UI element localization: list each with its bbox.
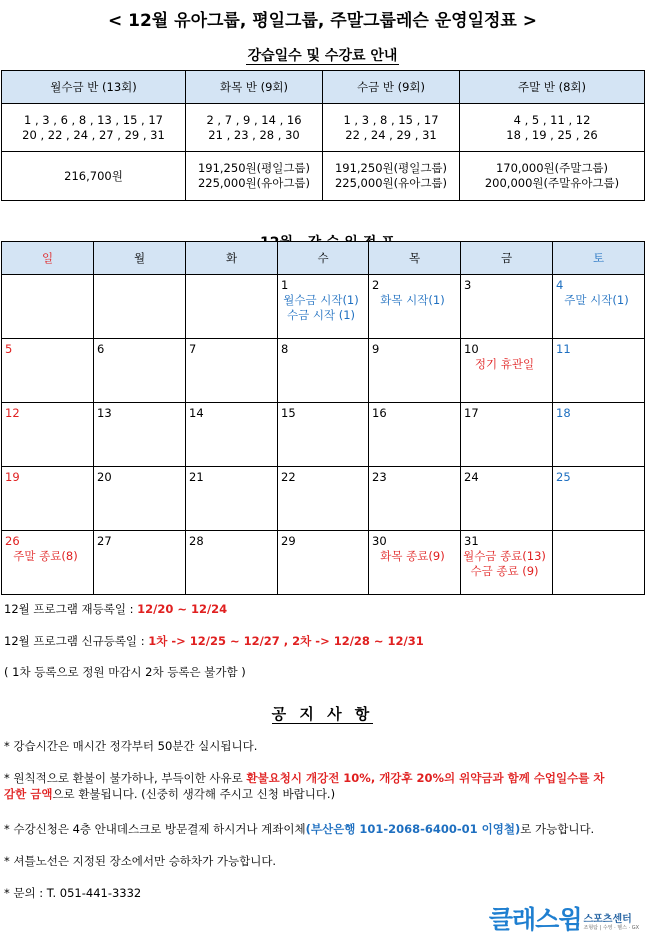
schedule-event: 수금 종료 (9) (470, 564, 539, 578)
fee-price-cell: 170,000원(주말그룹) 200,000원(주말유아그룹) (460, 152, 645, 201)
logo-sub-text: 스포츠센터 (583, 914, 632, 925)
fee-table (1, 70, 645, 201)
weekday-sun: 일 (2, 242, 94, 275)
calendar-day-cell (553, 339, 645, 403)
calendar-day-cell (186, 467, 278, 531)
calendar-day-cell (369, 403, 461, 467)
calendar-day-cell (94, 275, 186, 339)
fee-days-cell: 4 , 5 , 11 , 12 18 , 19 , 25 , 26 (460, 104, 645, 152)
calendar-day-cell (2, 467, 94, 531)
logo-tagline: 조형탐 | 수영 · 헬스 · GX (583, 925, 639, 931)
fee-days-cell: 2 , 7 , 9 , 14 , 16 21 , 23 , 28 , 30 (186, 104, 323, 152)
schedule-event: 수금 시작 (1) (286, 308, 356, 322)
fee-days-cell: 1 , 3 , 8 , 15 , 17 22 , 24 , 29 , 31 (323, 104, 460, 152)
fee-price-cell: 216,700원 (2, 152, 186, 201)
day-number: 21 (189, 470, 204, 484)
calendar-table (1, 241, 645, 595)
day-number: 27 (97, 534, 112, 548)
weekday-tue: 화 (186, 242, 278, 275)
calendar-week-row (2, 467, 645, 531)
calendar-day-cell (186, 339, 278, 403)
notice-heading-text: 공 지 사 항 (271, 705, 374, 723)
calendar-day-cell (278, 467, 369, 531)
day-number: 8 (281, 342, 289, 356)
re-registration-line (4, 601, 227, 617)
calendar-week-row (2, 403, 645, 467)
day-number: 25 (556, 470, 571, 484)
calendar-day-cell (461, 275, 553, 339)
sports-center-logo (489, 906, 639, 934)
day-number: 20 (97, 470, 112, 484)
calendar-day-cell (186, 275, 278, 339)
day-number: 15 (281, 406, 296, 420)
fee-col-header: 월수금 반 (13회) (2, 71, 186, 104)
day-number: 17 (464, 406, 479, 420)
fee-price-cell: 191,250원(평일그룹) 225,000원(유아그룹) (323, 152, 460, 201)
calendar-day-cell (461, 467, 553, 531)
new-registration-line (4, 633, 424, 649)
logo-main-text: 클래스윔 (488, 905, 582, 934)
calendar-day-cell (94, 467, 186, 531)
schedule-event: 월수금 종료(13) (463, 549, 546, 563)
fee-section-heading (0, 45, 645, 65)
calendar-day-cell (461, 403, 553, 467)
calendar-day-cell (369, 531, 461, 595)
day-number: 9 (372, 342, 380, 356)
calendar-day-cell (2, 339, 94, 403)
notice-item-contact: * 문의 : T. 051-441-3332 (4, 886, 142, 900)
day-number: 22 (281, 470, 296, 484)
calendar-week-row (2, 531, 645, 595)
notice-item-class-time: * 강습시간은 매시간 정각부터 50분간 실시됩니다. (4, 739, 258, 753)
fee-price-cell: 191,250원(평일그룹) 225,000원(유아그룹) (186, 152, 323, 201)
calendar-day-cell (278, 339, 369, 403)
day-number: 31 (464, 534, 479, 548)
fee-col-header: 화목 반 (9회) (186, 71, 323, 104)
day-number: 28 (189, 534, 204, 548)
weekday-thu: 목 (369, 242, 461, 275)
calendar-day-cell (278, 275, 369, 339)
registration-note: ( 1차 등록으로 정원 마감시 2차 등록은 불가함 ) (4, 665, 246, 679)
day-number: 11 (556, 342, 571, 356)
calendar-day-cell (461, 339, 553, 403)
day-number: 10 (464, 342, 479, 356)
calendar-day-cell (2, 531, 94, 595)
weekday-wed: 수 (278, 242, 369, 275)
day-number: 4 (556, 278, 564, 292)
day-number: 6 (97, 342, 105, 356)
calendar-day-cell (94, 403, 186, 467)
day-number: 29 (281, 534, 296, 548)
day-number: 1 (281, 278, 289, 292)
fee-days-row (2, 104, 645, 152)
calendar-day-cell (369, 467, 461, 531)
re-registration-label: 12월 프로그램 재등록일 : (4, 602, 138, 616)
calendar-day-cell (278, 403, 369, 467)
schedule-event: 주말 시작(1) (564, 293, 629, 307)
calendar-day-cell (186, 403, 278, 467)
calendar-day-cell (553, 275, 645, 339)
day-number: 2 (372, 278, 380, 292)
day-number: 19 (5, 470, 20, 484)
calendar-day-cell (94, 339, 186, 403)
weekday-header-row (2, 242, 645, 275)
calendar-day-cell (553, 531, 645, 595)
weekday-fri: 금 (461, 242, 553, 275)
calendar-week-row (2, 339, 645, 403)
fee-heading-text: 강습일수 및 수강료 안내 (247, 48, 398, 64)
re-registration-dates: 12/20 ~ 12/24 (137, 602, 228, 616)
calendar-day-cell (94, 531, 186, 595)
calendar-day-cell (369, 275, 461, 339)
fee-price-row (2, 152, 645, 201)
calendar-body (2, 275, 645, 595)
weekday-mon: 월 (94, 242, 186, 275)
fee-col-header: 주말 반 (8회) (460, 71, 645, 104)
fee-days-cell: 1 , 3 , 6 , 8 , 13 , 15 , 17 20 , 22 , 24 , 27 , 29 , 31 (2, 104, 186, 152)
calendar-week-row (2, 275, 645, 339)
refund-policy-highlight: 환불요청시 개강전 10%, 개강후 20%의 위약금과 함께 수업일수를 차 (246, 771, 605, 785)
calendar-day-cell (2, 275, 94, 339)
day-number: 5 (5, 342, 13, 356)
day-number: 24 (464, 470, 479, 484)
day-number: 14 (189, 406, 204, 420)
bank-account: (부산은행 101-2068-6400-01 이영철) (305, 822, 521, 836)
calendar-day-cell (553, 403, 645, 467)
fee-col-header: 수금 반 (9회) (323, 71, 460, 104)
notice-item-refund: * 원칙적으로 환불이 불가하나, 부득이한 사유로 환불요청시 개강전 10%, 개강후 20%의 위약금과 함께 수업일수를 차 감한 금액으로 환불됩니다. (신중히 생각해 주시고 신청 바랍니다.) (4, 771, 605, 801)
day-number: 3 (464, 278, 472, 292)
page-title: < 12월 유아그룹, 평일그룹, 주말그룹레슨 운영일정표 > (107, 11, 537, 31)
fee-header-row (2, 71, 645, 104)
schedule-event: 정기 휴관일 (474, 357, 535, 371)
calendar-day-cell (186, 531, 278, 595)
day-number: 12 (5, 406, 20, 420)
day-number: 23 (372, 470, 387, 484)
day-number: 26 (5, 534, 20, 548)
day-number: 30 (372, 534, 387, 548)
calendar-day-cell (461, 531, 553, 595)
schedule-event: 주말 종료(8) (13, 549, 78, 563)
notice-item-shuttle: * 셔틀노선은 지정된 장소에서만 승하차가 가능합니다. (4, 854, 277, 868)
schedule-event: 화목 시작(1) (380, 293, 445, 307)
refund-amount-highlight: 감한 금액 (4, 787, 53, 801)
day-number: 16 (372, 406, 387, 420)
calendar-day-cell (2, 403, 94, 467)
weekday-sat: 토 (553, 242, 645, 275)
calendar-day-cell (369, 339, 461, 403)
day-number: 18 (556, 406, 571, 420)
schedule-event: 월수금 시작(1) (283, 293, 359, 307)
calendar-day-cell (278, 531, 369, 595)
notice-heading (0, 703, 645, 724)
day-number: 7 (189, 342, 197, 356)
new-registration-label: 12월 프로그램 신규등록일 : (4, 634, 149, 648)
day-number: 13 (97, 406, 112, 420)
schedule-event: 화목 종료(9) (380, 549, 445, 563)
notice-item-payment: * 수강신청은 4층 안내데스크로 방문결제 하시거나 계좌이체(부산은행 101-2068-6400-01 이영철)로 가능합니다. (4, 822, 595, 836)
calendar-day-cell (553, 467, 645, 531)
new-registration-dates: 1차 -> 12/25 ~ 12/27 , 2차 -> 12/28 ~ 12/31 (148, 634, 424, 648)
